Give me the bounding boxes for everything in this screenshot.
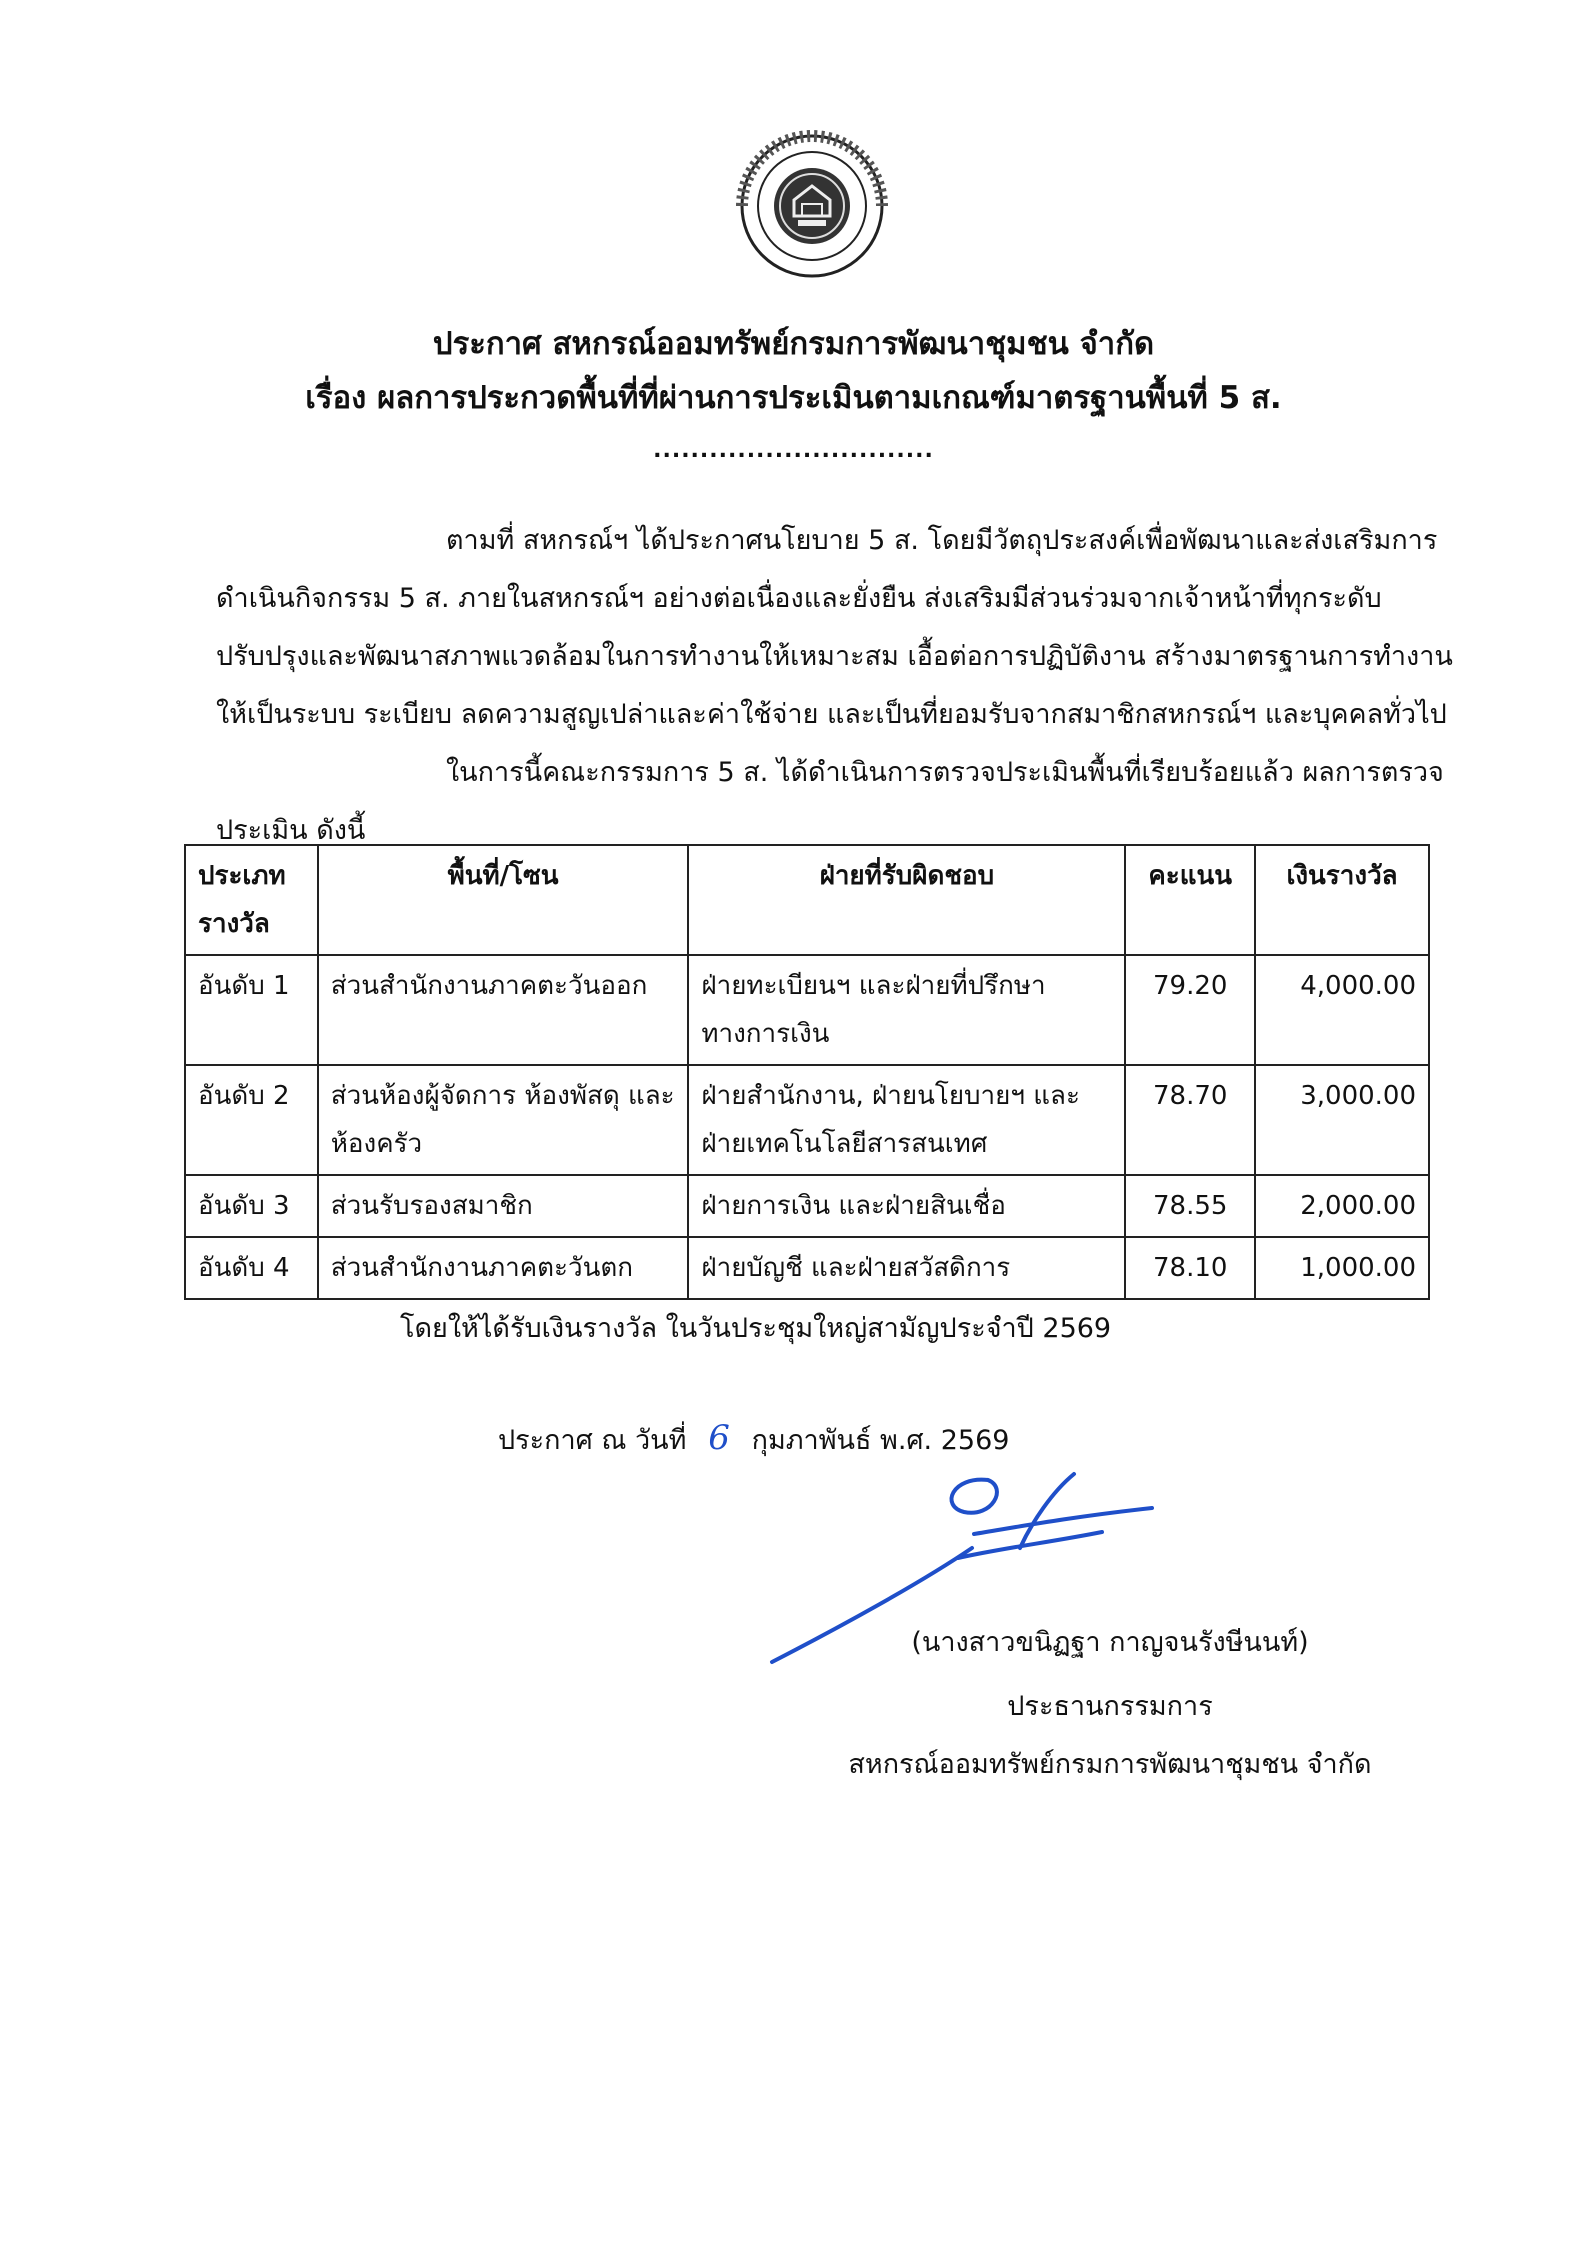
header-area: พื้นที่/โซน — [318, 845, 689, 955]
rank-cell: อันดับ 2 — [185, 1065, 318, 1175]
awards-table — [184, 844, 1430, 1300]
paragraph-line: ปรับปรุงและพัฒนาสภาพแวดล้อมในการทำงานให้เหมาะสม เอื้อต่อการปฏิบัติงาน สร้างมาตรฐานการทำงาน — [216, 641, 1453, 672]
score-cell: 79.20 — [1125, 955, 1255, 1065]
evaluation-paragraph — [216, 744, 1444, 860]
paragraph-line: ประเมิน ดังนี้ — [216, 815, 366, 846]
announcement-title: ประกาศ สหกรณ์ออมทรัพย์กรมการพัฒนาชุมชน จำกัด — [432, 326, 1155, 362]
paragraph-line: ตามที่ สหกรณ์ฯ ได้ประกาศนโยบาย 5 ส. โดยมีวัตถุประสงค์เพื่อพัฒนาและส่งเสริมการ — [446, 525, 1438, 556]
score-cell: 78.70 — [1125, 1065, 1255, 1175]
responsible-cell: ฝ่ายบัญชี และฝ่ายสวัสดิการ — [688, 1237, 1125, 1299]
prize-cell: 1,000.00 — [1255, 1237, 1429, 1299]
prize-cell: 2,000.00 — [1255, 1175, 1429, 1237]
responsible-cell: ฝ่ายทะเบียนฯ และฝ่ายที่ปรึกษาทางการเงิน — [688, 955, 1125, 1065]
date-prefix: ประกาศ ณ วันที่ — [498, 1425, 687, 1456]
handwritten-day: 6 — [708, 1418, 730, 1458]
prize-cell: 3,000.00 — [1255, 1065, 1429, 1175]
paragraph-line: ให้เป็นระบบ ระเบียบ ลดความสูญเปล่าและค่าใช้จ่าย และเป็นที่ยอมรับจากสมาชิกสหกรณ์ฯ และบุคคลทั่วไป — [216, 699, 1447, 730]
announcement-subject: เรื่อง ผลการประกวดพื้นที่ที่ผ่านการประเมินตามเกณฑ์มาตรฐานพื้นที่ 5 ส. — [305, 380, 1282, 416]
header-responsible: ฝ่ายที่รับผิดชอบ — [688, 845, 1125, 955]
header-prize: เงินรางวัล — [1255, 845, 1429, 955]
rank-cell: อันดับ 4 — [185, 1237, 318, 1299]
table-row — [185, 1065, 1429, 1175]
signer-organization: สหกรณ์ออมทรัพย์กรมการพัฒนาชุมชน จำกัด — [848, 1749, 1372, 1780]
table-row — [185, 1237, 1429, 1299]
score-cell: 78.55 — [1125, 1175, 1255, 1237]
announcement-date — [498, 1418, 1009, 1461]
area-cell: ส่วนรับรองสมาชิก — [318, 1175, 689, 1237]
dotted-separator: .............................. — [653, 438, 934, 463]
responsible-cell: ฝ่ายการเงิน และฝ่ายสินเชื่อ — [688, 1175, 1125, 1237]
header-award-type: ประเภทรางวัล — [185, 845, 318, 955]
responsible-cell: ฝ่ายสำนักงาน, ฝ่ายนโยบายฯ และฝ่ายเทคโนโลยีสารสนเทศ — [688, 1065, 1125, 1175]
closing-statement: โดยให้ได้รับเงินรางวัล ในวันประชุมใหญ่สามัญประจำปี 2569 — [400, 1313, 1112, 1344]
table-header-row — [185, 845, 1429, 955]
paragraph-line: ในการนี้คณะกรรมการ 5 ส. ได้ดำเนินการตรวจประเมินพื้นที่เรียบร้อยแล้ว ผลการตรวจ — [446, 757, 1444, 788]
signer-position: ประธานกรรมการ — [1007, 1691, 1213, 1722]
prize-cell: 4,000.00 — [1255, 955, 1429, 1065]
score-cell: 78.10 — [1125, 1237, 1255, 1299]
cooperative-seal-logo — [712, 130, 912, 300]
table-row — [185, 1175, 1429, 1237]
table-row — [185, 955, 1429, 1065]
signer-name: (นางสาวขนิฏฐา กาญจนรังษีนนท์) — [911, 1627, 1309, 1658]
rank-cell: อันดับ 3 — [185, 1175, 318, 1237]
intro-paragraph — [216, 512, 1453, 744]
area-cell: ส่วนสำนักงานภาคตะวันออก — [318, 955, 689, 1065]
rank-cell: อันดับ 1 — [185, 955, 318, 1065]
paragraph-line: ดำเนินกิจกรรม 5 ส. ภายในสหกรณ์ฯ อย่างต่อเนื่องและยั่งยืน ส่งเสริมมีส่วนร่วมจากเจ้าหน้าที่ทุกระดับ — [216, 583, 1382, 614]
area-cell: ส่วนสำนักงานภาคตะวันตก — [318, 1237, 689, 1299]
area-cell: ส่วนห้องผู้จัดการ ห้องพัสดุ และห้องครัว — [318, 1065, 689, 1175]
header-score: คะแนน — [1125, 845, 1255, 955]
date-suffix: กุมภาพันธ์ พ.ศ. 2569 — [751, 1425, 1010, 1456]
